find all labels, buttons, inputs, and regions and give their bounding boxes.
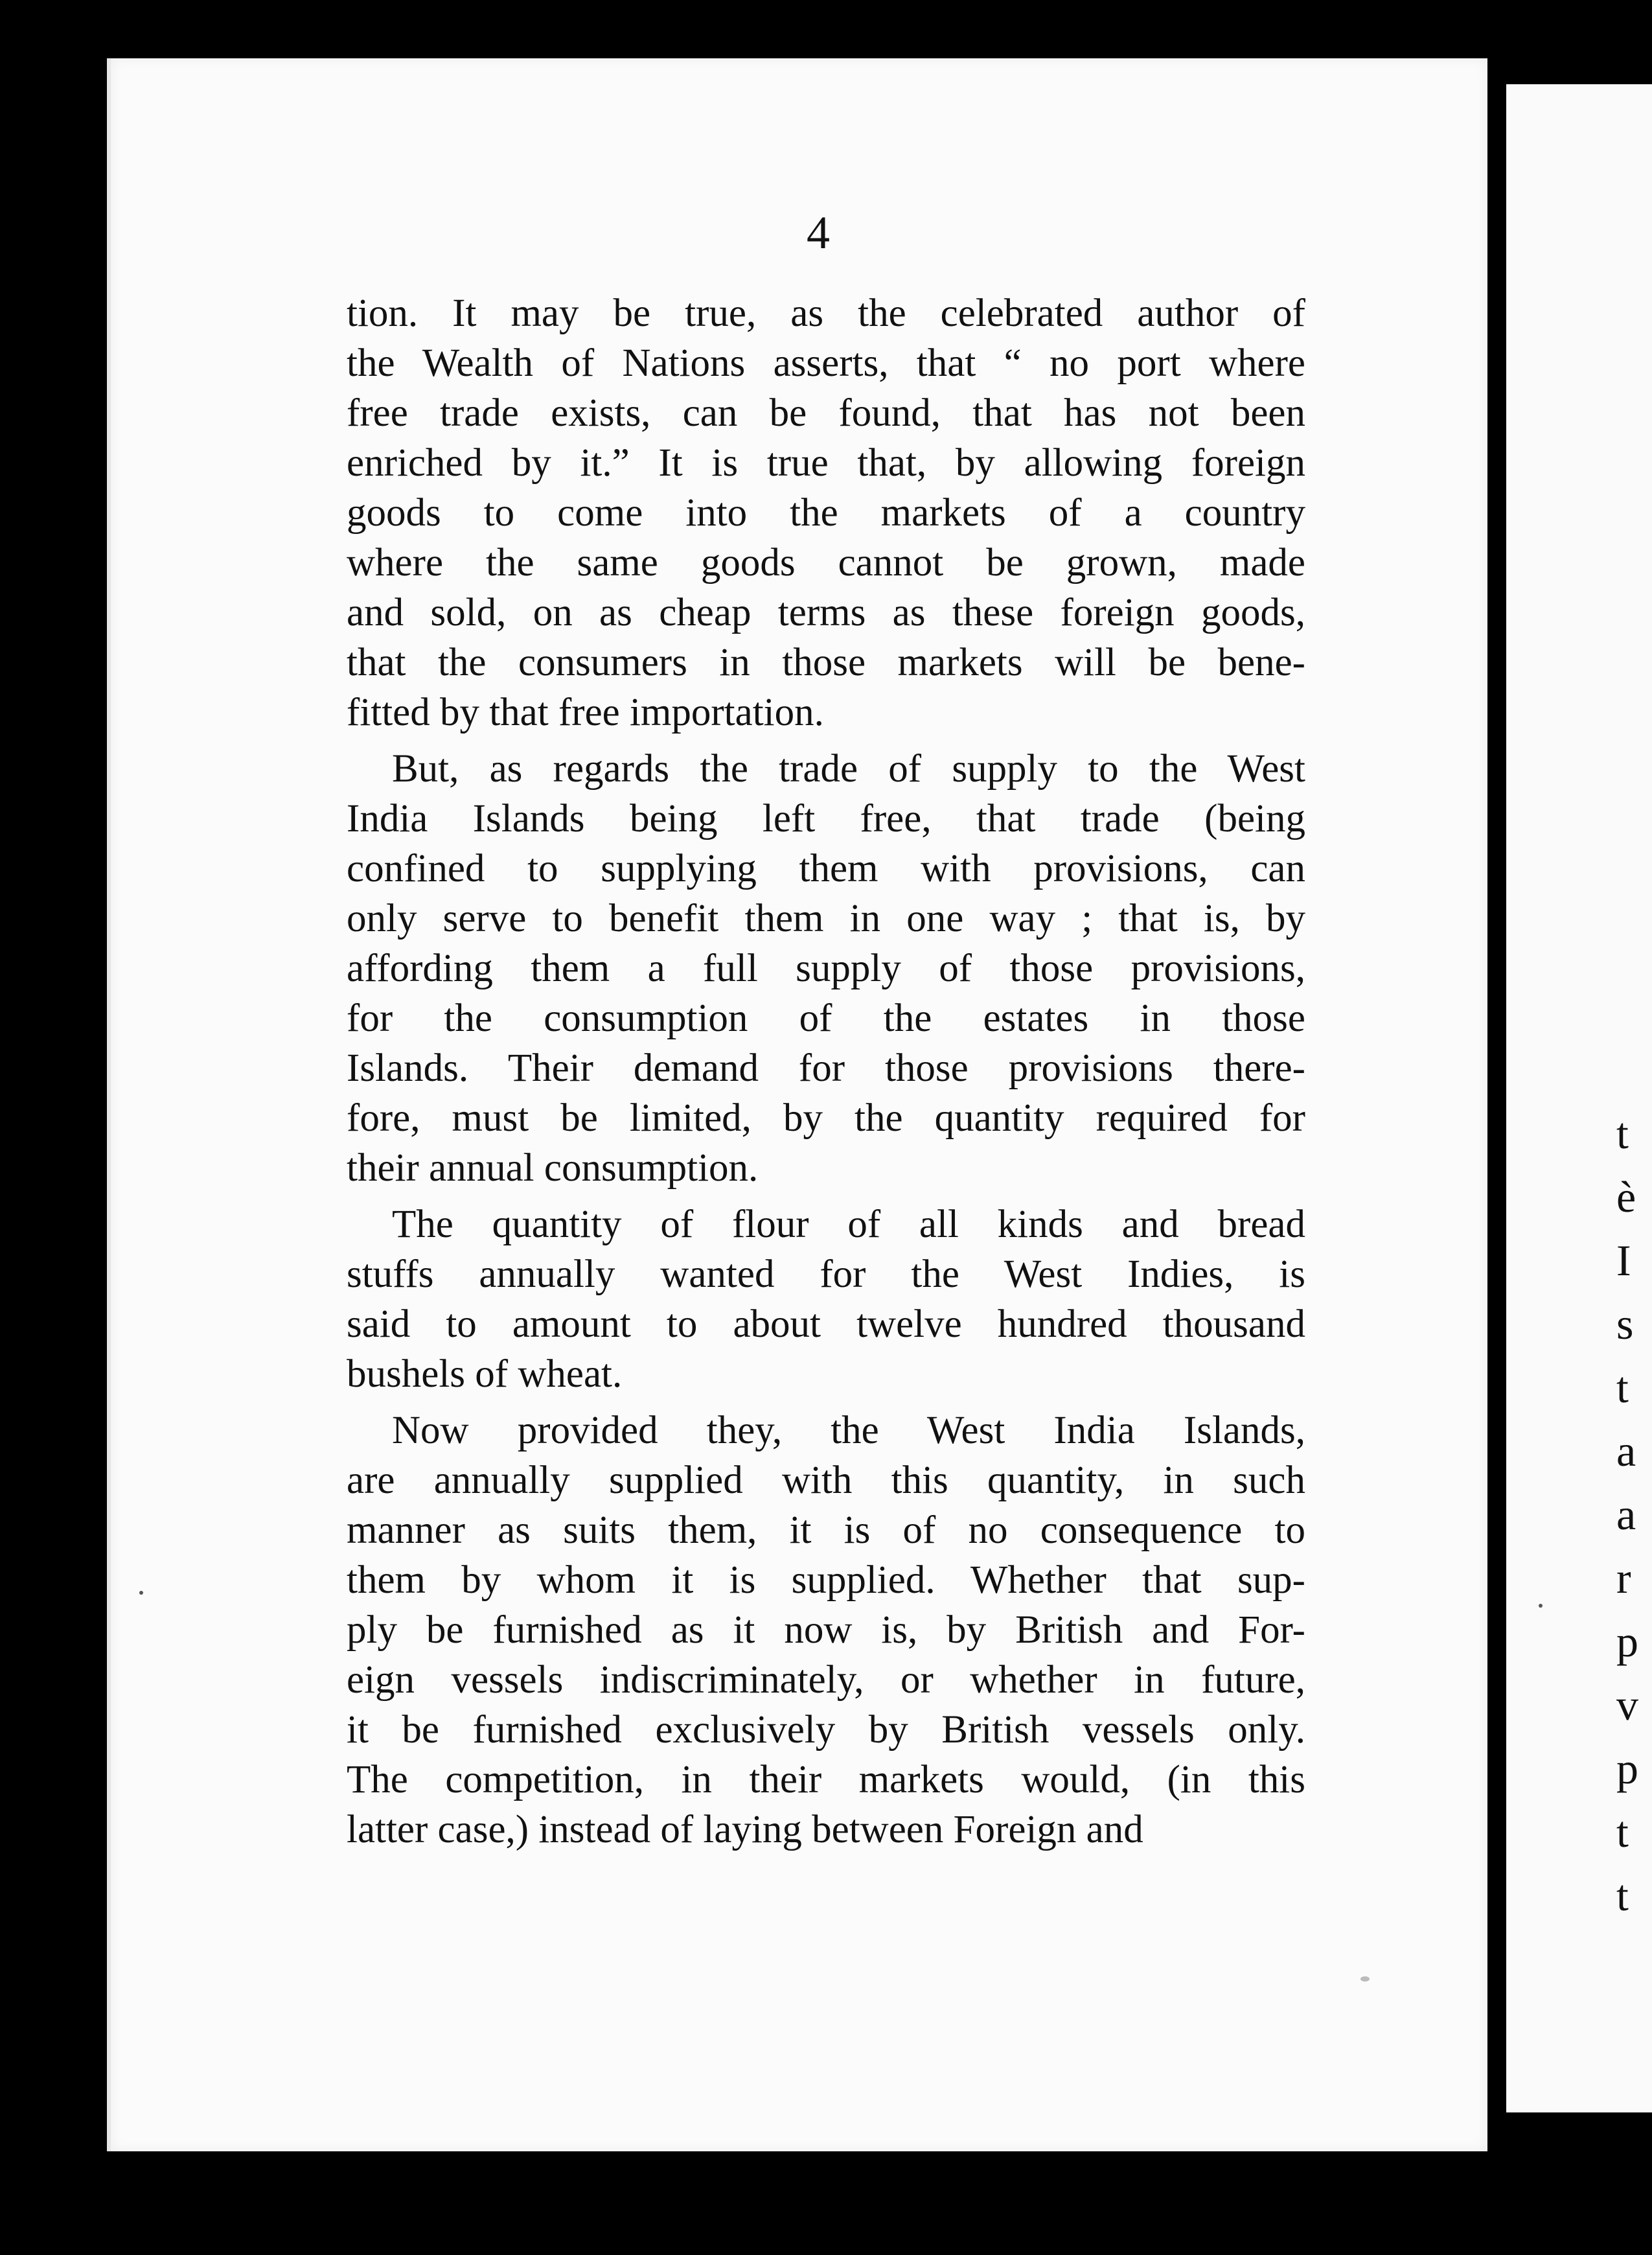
text-line: India Islands being left free, that trade (being — [347, 797, 1305, 840]
text-line: stuffs annually wanted for the West Indies, is — [347, 1253, 1305, 1296]
page-number: 4 — [807, 207, 830, 259]
text-line: tion. It may be true, as the celebrated author of — [347, 292, 1305, 335]
text-line: for the consumption of the estates in those — [347, 997, 1305, 1040]
text-line: the Wealth of Nations asserts, that “ no port where — [347, 341, 1305, 385]
text-line: Now provided they, the West India Islands, — [392, 1409, 1305, 1452]
text-line: bushels of wheat. — [347, 1352, 623, 1396]
paragraph — [347, 744, 1305, 1193]
scan-speck — [1539, 1604, 1543, 1608]
text-line: But, as regards the trade of supply to the West — [392, 747, 1305, 791]
text-line: confined to supplying them with provisions, can — [347, 847, 1305, 890]
text-line: goods to come into the markets of a country — [347, 491, 1305, 535]
text-line: free trade exists, can be found, that has not been — [347, 391, 1305, 435]
text-line: it be furnished exclusively by British vessels only. — [347, 1708, 1305, 1752]
text-line: said to amount to about twelve hundred thousand — [347, 1302, 1305, 1346]
facing-page-text-fragment: t è I s t a a r p v p t t — [1616, 1109, 1638, 1920]
text-line: them by whom it is supplied. Whether that sup- — [347, 1558, 1305, 1602]
text-line: where the same goods cannot be grown, made — [347, 541, 1305, 584]
paragraph — [347, 288, 1305, 737]
text-line: fore, must be limited, by the quantity required for — [347, 1096, 1305, 1140]
text-line: The competition, in their markets would, (in this — [347, 1758, 1305, 1801]
text-line: only serve to benefit them in one way ; that is, by — [347, 897, 1305, 940]
text-line: their annual consumption. — [347, 1146, 759, 1190]
text-line: Islands. Their demand for those provisions there- — [347, 1047, 1305, 1090]
text-line: manner as suits them, it is of no consequence to — [347, 1509, 1305, 1552]
text-line: ply be furnished as it now is, by British and For- — [347, 1608, 1305, 1652]
text-line: enriched by it.” It is true that, by allowing foreign — [347, 441, 1305, 485]
text-line: that the consumers in those markets will be bene- — [347, 641, 1305, 684]
text-line: are annually supplied with this quantity, in such — [347, 1459, 1305, 1502]
text-line: fitted by that free importation. — [347, 691, 824, 734]
text-line: The quantity of flour of all kinds and bread — [392, 1203, 1305, 1246]
scan-speck — [1360, 1976, 1370, 1982]
text-line: eign vessels indiscriminately, or whether in future, — [347, 1658, 1305, 1702]
body-text — [347, 288, 1305, 1855]
scan-speck — [139, 1591, 143, 1595]
paragraph — [347, 1199, 1305, 1399]
paragraph — [347, 1405, 1305, 1855]
text-line: affording them a full supply of those provisions, — [347, 947, 1305, 990]
text-line: latter case,) instead of laying between Foreign and — [347, 1808, 1143, 1851]
text-line: and sold, on as cheap terms as these foreign goods, — [347, 591, 1305, 634]
